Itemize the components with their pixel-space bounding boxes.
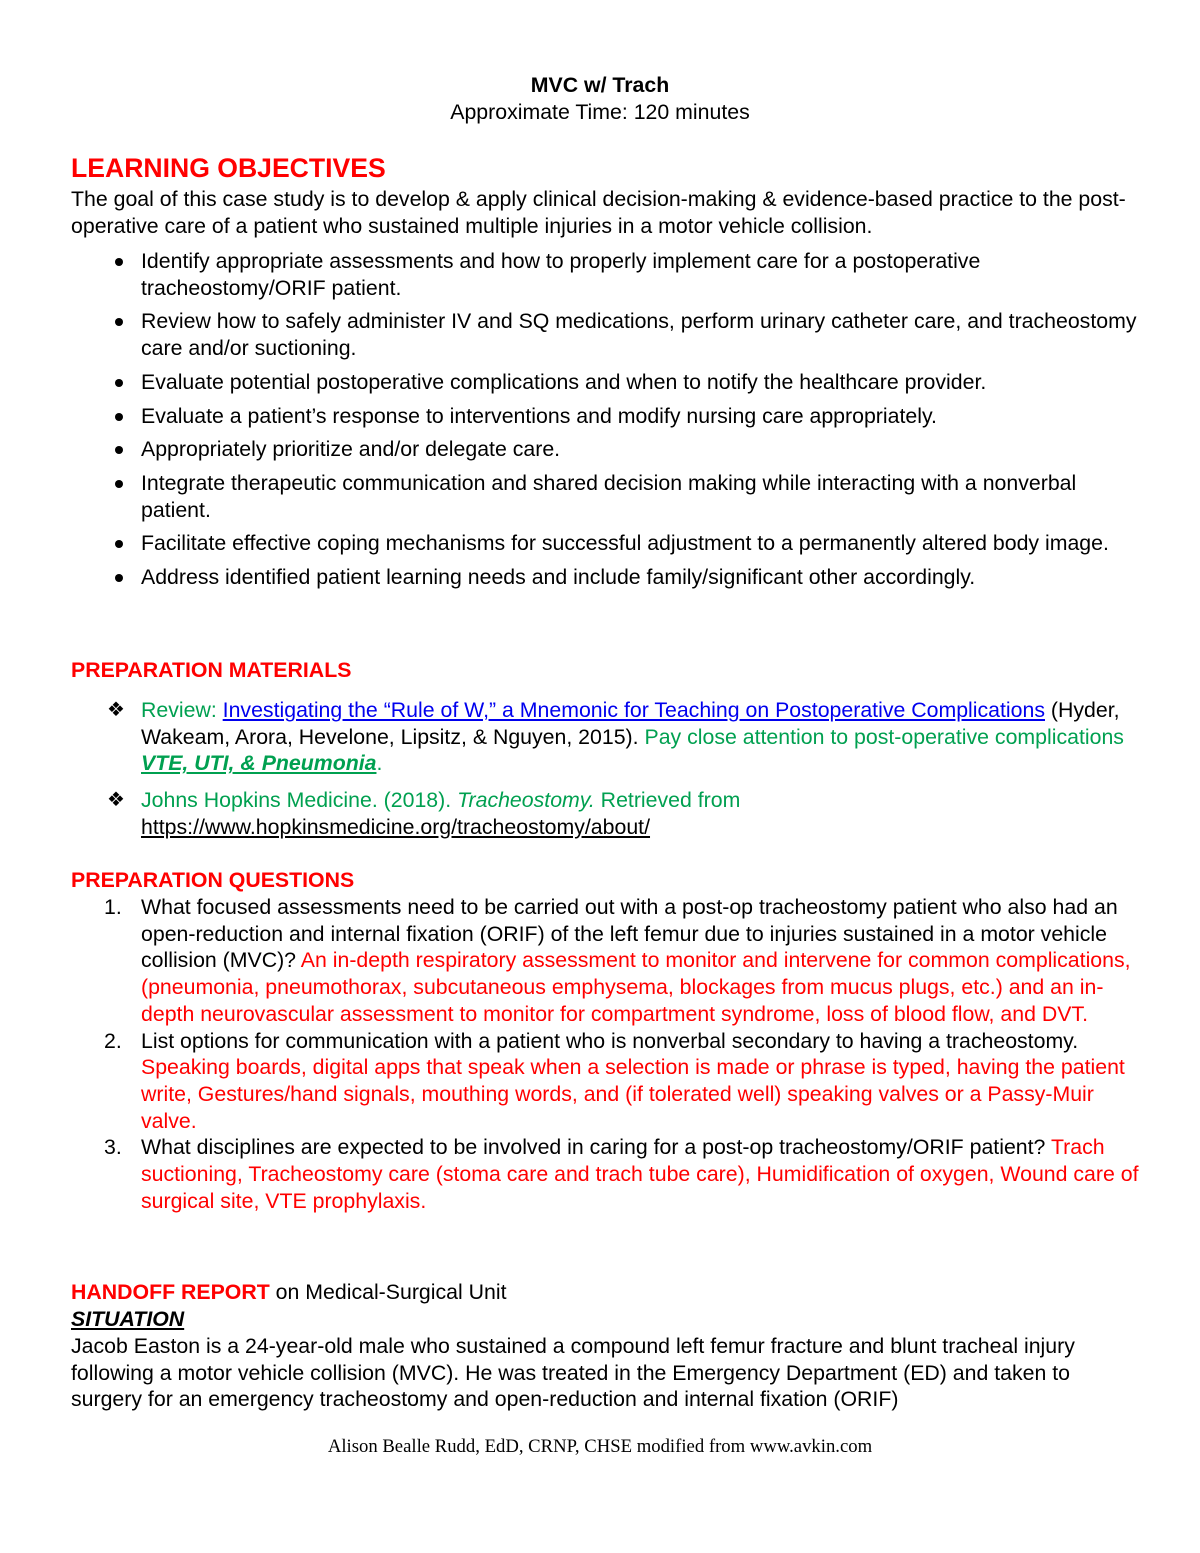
page-footer: Alison Bealle Rudd, EdD, CRNP, CHSE modified from www.avkin.com bbox=[327, 1436, 873, 1457]
list-item: ❖ Johns Hopkins Medicine. (2018). Tracheostomy. Retrieved from https://www.hopkinsmedicine.org/tracheostomy/about/ bbox=[107, 788, 741, 839]
hopkins-url-link[interactable]: https://www.hopkinsmedicine.org/tracheostomy/about/ bbox=[141, 814, 651, 839]
learning-objectives-heading: LEARNING OBJECTIVES bbox=[71, 153, 386, 183]
diamond-bullet-icon: ❖ bbox=[107, 789, 125, 812]
bullet-icon bbox=[115, 318, 123, 326]
preparation-questions-heading: PREPARATION QUESTIONS bbox=[71, 868, 355, 892]
list-item: Identify appropriate assessments and how to properly implement care for a postoperative tracheostomy/ORIF patient. bbox=[71, 248, 1141, 301]
bullet-icon bbox=[115, 446, 123, 454]
list-item: 1. What focused assessments need to be carried out with a post-op tracheostomy patient who also had an open-reduction and internal fixation (ORIF) of the left femur due to injuries sustained in a motor vehicle collision (MVC)? An in-depth respiratory assessment to monitor and intervene for common complications, (pneumonia, pneumothorax, subcutaneous emphysema, blockages from mucus plugs, etc.) and an in-depth neurovascular assessment to monitor for compartment syndrome, loss of blood flow, and DVT. bbox=[104, 895, 1131, 1026]
bullet-icon bbox=[115, 574, 123, 582]
diamond-bullet-icon: ❖ bbox=[107, 699, 125, 721]
list-item: 2. List options for communication with a patient who is nonverbal secondary to having a tracheostomy. Speaking boards, digital apps that speak when a selection is made or phrase is typed, having the patient write, Gestures/hand signals, mouthing words, and (if tolerated well) speaking valves or a Passy-Muir valve. bbox=[104, 1028, 1125, 1133]
list-item: Appropriately prioritize and/or delegate care. bbox=[71, 436, 1141, 463]
bullet-icon bbox=[115, 540, 123, 548]
list-item: Evaluate a patient’s response to interventions and modify nursing care appropriately. bbox=[71, 403, 1141, 430]
situation-text: Jacob Easton is a 24-year-old male who sustained a compound left femur fracture and blunt tracheal injury following a motor vehicle collision (MVC). He was treated in the Emergency Department (ED) and taken to surgery for an emergency tracheostomy and open-reduction and internal fixation (ORIF) bbox=[71, 1334, 1075, 1412]
document-subtitle: Approximate Time: 120 minutes bbox=[450, 100, 750, 124]
list-item: Integrate therapeutic communication and shared decision making while interacting with a nonverbal patient. bbox=[71, 470, 1141, 523]
list-item: 3. What disciplines are expected to be involved in caring for a post-op tracheostomy/ORIF patient? Trach suctioning, Tracheostomy care (stoma care and trach tube care), Humidification of oxygen, Wound care of surgical site, VTE prophylaxis. bbox=[104, 1135, 1139, 1213]
bullet-icon bbox=[115, 258, 123, 266]
article-link[interactable]: Investigating the “Rule of W,” a Mnemonic for Teaching on Postoperative Complications bbox=[222, 698, 1045, 722]
list-item: Address identified patient learning needs and include family/significant other accordingly. bbox=[71, 564, 1141, 591]
learning-objectives-intro: The goal of this case study is to develop & apply clinical decision-making & evidence-based practice to the post-operative care of a patient who sustained multiple injuries in a motor vehicle collision. bbox=[71, 187, 1126, 238]
preparation-materials-heading: PREPARATION MATERIALS bbox=[71, 658, 352, 682]
list-item: Facilitate effective coping mechanisms for successful adjustment to a permanently altered body image. bbox=[71, 530, 1141, 557]
list-item: ❖ Review: Investigating the “Rule of W,” a Mnemonic for Teaching on Postoperative Complications (Hyder, Wakeam, Arora, Hevelone, Lipsitz, & Nguyen, 2015). Pay close attention to post-operative complications VTE, UTI, & Pneumonia. bbox=[107, 698, 1124, 776]
bullet-icon bbox=[115, 379, 123, 387]
bullet-icon bbox=[115, 480, 123, 488]
list-item: Review how to safely administer IV and SQ medications, perform urinary catheter care, and tracheostomy care and/or suctioning. bbox=[71, 308, 1141, 361]
learning-objectives-list bbox=[71, 248, 1141, 598]
document-title: MVC w/ Trach bbox=[530, 73, 670, 97]
preparation-materials-list bbox=[71, 697, 1141, 851]
handoff-heading: HANDOFF REPORT on Medical-Surgical Unit bbox=[71, 1280, 507, 1304]
preparation-questions-list bbox=[71, 894, 1141, 1214]
situation-label: SITUATION bbox=[71, 1307, 185, 1331]
list-item: Evaluate potential postoperative complications and when to notify the healthcare provider. bbox=[71, 369, 1141, 396]
bullet-icon bbox=[115, 413, 123, 421]
